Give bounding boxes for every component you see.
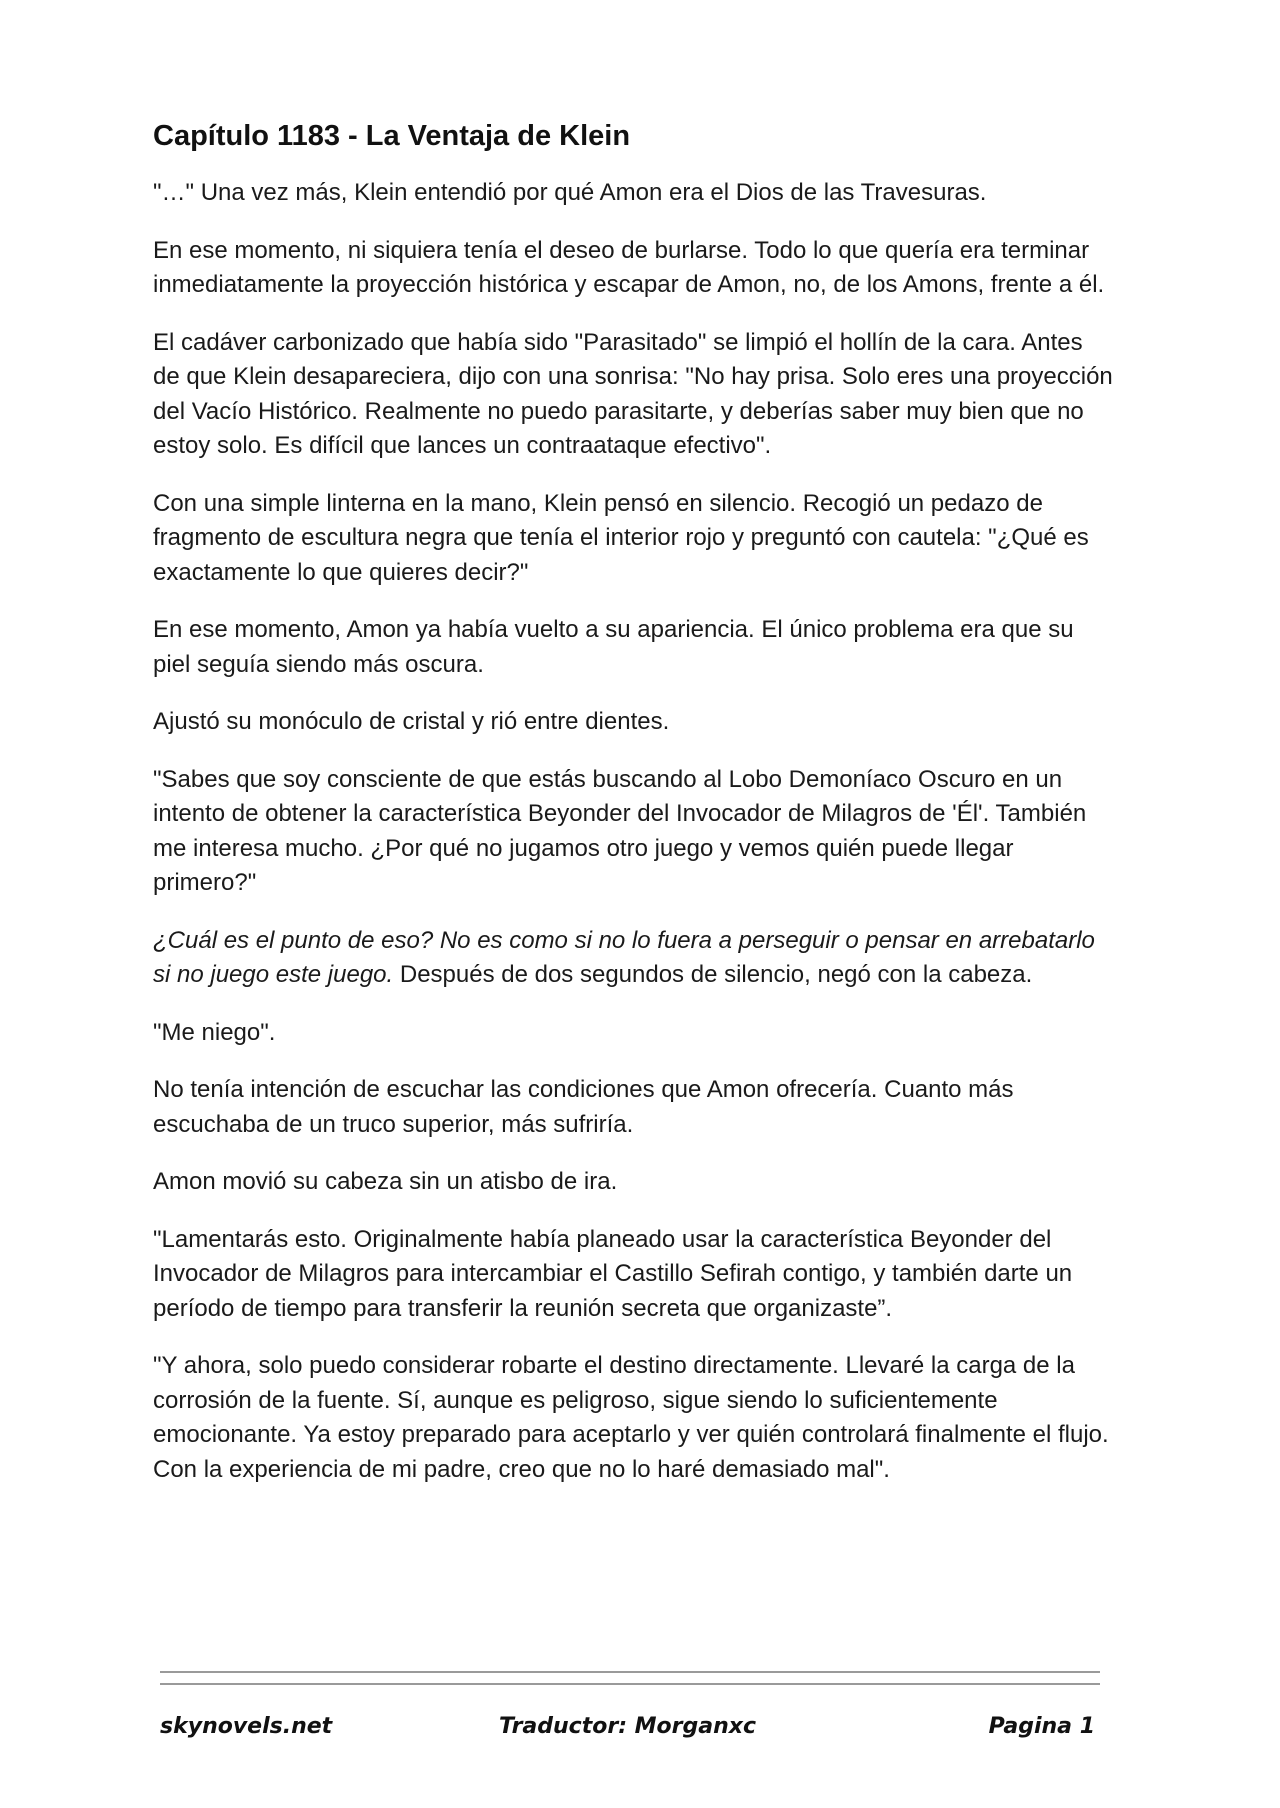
footer-divider-top <box>160 1671 1100 1673</box>
document-body <box>153 118 1113 1510</box>
footer-site: skynovels.net <box>160 1714 333 1739</box>
paragraph-text: En ese momento, Amon ya había vuelto a su apariencia. El único problema era que su piel seguía siendo más oscura. <box>153 616 1074 678</box>
paragraph-3 <box>153 326 1113 464</box>
paragraph-text: Ajustó su monóculo de cristal y rió entre dientes. <box>153 708 670 735</box>
footer-page-number: Pagina 1 <box>988 1714 1095 1739</box>
paragraph-2 <box>153 234 1113 303</box>
paragraph-6 <box>153 705 1113 740</box>
paragraph-13 <box>153 1349 1113 1487</box>
paragraph-text: "Sabes que soy consciente de que estás buscando al Lobo Demoníaco Oscuro en un intento de obtener la característica Beyonder del Invocador de Milagros de 'Él'. También me interesa mucho. ¿Por qué no jugamos otro juego y vemos quién puede llegar primero?" <box>153 765 1087 896</box>
paragraph-text: Amon movió su cabeza sin un atisbo de ira. <box>153 1168 618 1195</box>
paragraph-10 <box>153 1073 1113 1142</box>
paragraph-4 <box>153 487 1113 591</box>
page-footer <box>160 1714 1095 1746</box>
chapter-title: Capítulo 1183 - La Ventaja de Klein <box>153 120 631 152</box>
footer-translator: Traductor: Morganxc <box>498 1714 757 1739</box>
footer-divider-bottom <box>160 1683 1100 1685</box>
paragraph-text: "…" Una vez más, Klein entendió por qué Amon era el Dios de las Travesuras. <box>153 179 987 206</box>
paragraph-text: "Y ahora, solo puedo considerar robarte el destino directamente. Llevaré la carga de la corrosión de la fuente. Sí, aunque es peligroso, sigue siendo lo suficientemente emocionante. Ya estoy preparado para aceptarlo y ver quién controlará finalmente el flujo. Con la experiencia de mi padre, creo que no lo haré demasiado mal". <box>153 1352 1109 1483</box>
paragraph-text: El cadáver carbonizado que había sido "Parasitado" se limpió el hollín de la cara. Antes de que Klein desapareciera, dijo con una sonrisa: "No hay prisa. Solo eres una proyección del Vacío Histórico. Realmente no puedo parasitarte, y deberías saber muy bien que no estoy solo. Es difícil que lances un contraataque efectivo". <box>153 328 1113 459</box>
paragraph-text: "Me niego". <box>153 1018 276 1046</box>
paragraph-1 <box>153 176 1113 211</box>
paragraph-text: Con una simple linterna en la mano, Klein pensó en silencio. Recogió un pedazo de fragmento de escultura negra que tenía el interior rojo y preguntó con cautela: "¿Qué es exactamente lo que quieres decir?" <box>153 489 1089 586</box>
paragraph-text: En ese momento, ni siquiera tenía el deseo de burlarse. Todo lo que quería era terminar inmediatamente la proyección histórica y escapar de Amon, no, de los Amons, frente a él. <box>153 236 1105 298</box>
paragraph-11 <box>153 1165 1113 1200</box>
paragraph-text: "Lamentarás esto. Originalmente había planeado usar la característica Beyonder del Invocador de Milagros para intercambiar el Castillo Sefirah contigo, y también darte un período de tiempo para transferir la reunión secreta que organizaste”. <box>153 1225 1073 1322</box>
paragraph-8 <box>153 924 1113 993</box>
paragraph-text: Después de dos segundos de silencio, negó con la cabeza. <box>393 961 1033 988</box>
paragraph-5 <box>153 613 1113 682</box>
paragraph-7 <box>153 763 1113 901</box>
paragraph-12 <box>153 1223 1113 1327</box>
paragraph-9 <box>153 1016 1113 1051</box>
paragraph-text: No tenía intención de escuchar las condiciones que Amon ofrecería. Cuanto más escuchaba de un truco superior, más sufriría. <box>153 1076 1014 1138</box>
paragraph-italic-thought: ¿Cuál es el punto de eso? No es como si no lo fuera a perseguir o pensar en arrebatarlo si no juego este juego. <box>153 926 1095 988</box>
